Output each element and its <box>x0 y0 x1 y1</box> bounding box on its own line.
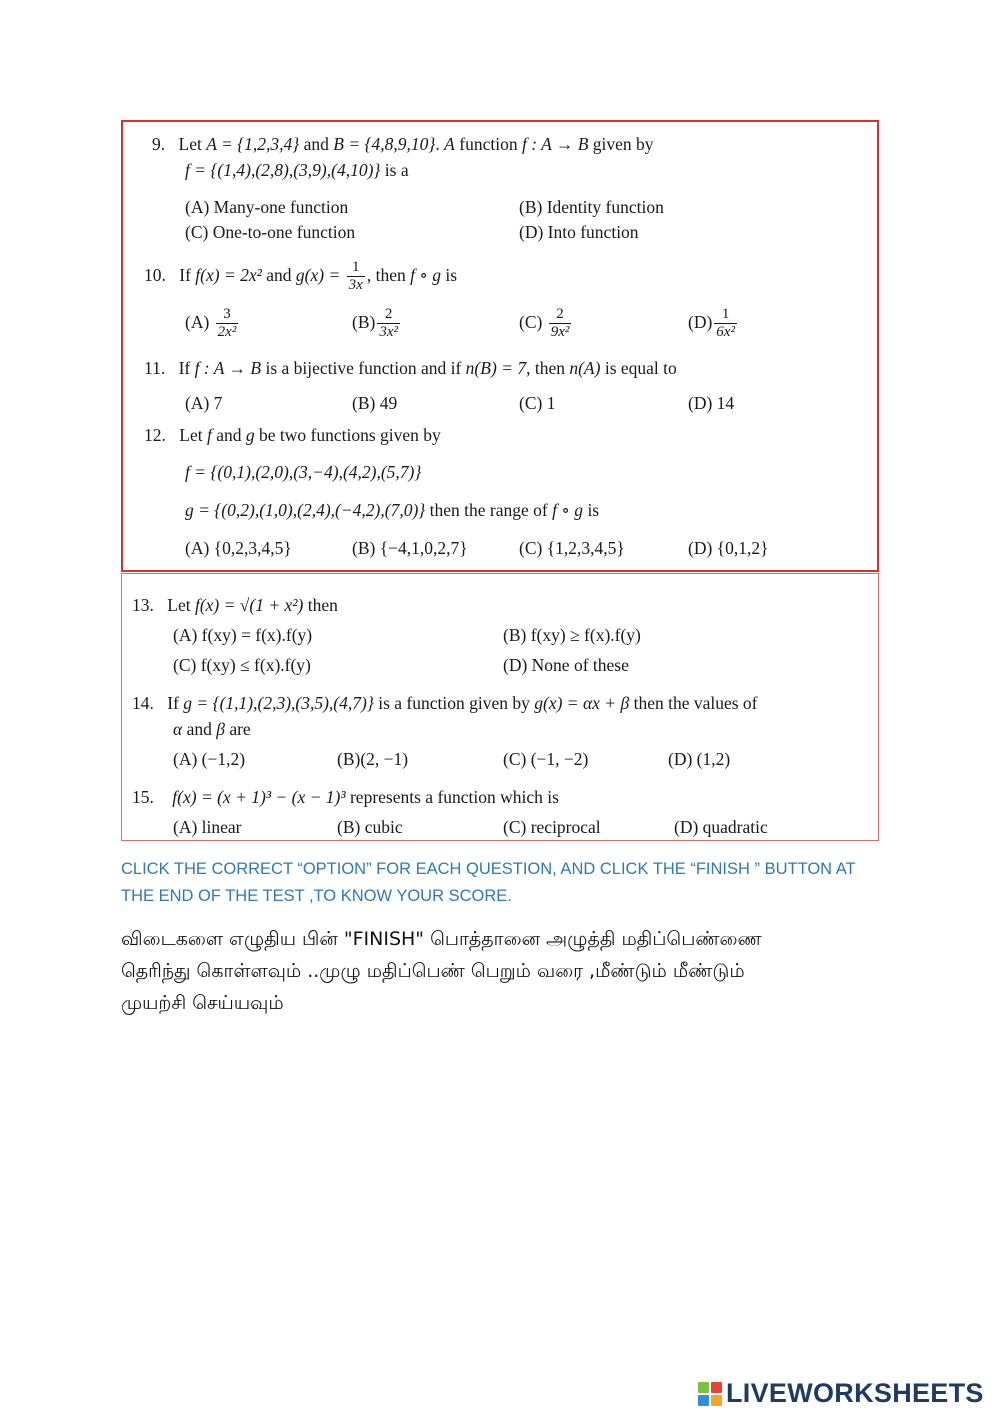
q9-set-b: B = {4,8,9,10} <box>333 134 436 154</box>
q10-g-def: g(x) = <box>295 265 341 285</box>
tamil-instruction-line-3: முயற்சி செய்யவும் <box>121 992 284 1014</box>
q14-text-5: are <box>224 719 251 739</box>
question-9-line-2 <box>185 159 409 181</box>
q10-option-b[interactable] <box>352 302 402 342</box>
question-9-number: 9. <box>152 134 166 154</box>
q9-text-1: Let <box>178 134 207 154</box>
q10-text-2: and <box>261 265 296 285</box>
q10-option-a[interactable] <box>185 302 240 342</box>
q11-option-b[interactable]: (B) 49 <box>352 393 398 413</box>
q10-text-1: If <box>179 265 196 285</box>
q11-text-2: is a bijective function and if <box>261 358 466 378</box>
q12-f-def: f = {(0,1),(2,0),(3,−4),(4,2),(5,7)} <box>185 462 422 482</box>
q14-option-b[interactable]: (B)(2, −1) <box>337 749 409 769</box>
question-10-number: 10. <box>144 265 166 285</box>
tamil-instruction-line-2: தெரிந்து கொள்ளவும் ..முழு மதிப்பெண் பெறும் வரை ,மீண்டும் மீண்டும் <box>121 960 745 982</box>
q12-g: g <box>245 425 255 445</box>
instruction-text: CLICK THE CORRECT “OPTION” FOR EACH QUESTION, AND CLICK THE “FINISH ” BUTTON AT THE END OF THE TEST ,TO KNOW YOUR SCORE. <box>121 860 856 905</box>
q9-function-map: f : A → B <box>521 134 589 154</box>
q14-text-3: then the values of <box>629 693 758 713</box>
q11-text-4: is equal to <box>600 358 677 378</box>
q9-function-def: f = {(1,4),(2,8),(3,9),(4,10)} <box>185 160 381 180</box>
q10-option-d-numerator: 1 <box>721 306 730 323</box>
q14-text-1: If <box>167 693 184 713</box>
q13-option-b[interactable]: (B) f(xy) ≥ f(x).f(y) <box>503 625 641 645</box>
question-12-text <box>144 424 441 446</box>
question-15-text <box>132 786 559 808</box>
q15-option-b[interactable]: (B) cubic <box>337 817 403 837</box>
q12-option-b[interactable]: (B) {−4,1,0,2,7} <box>352 538 468 558</box>
q12-text-2: and <box>211 425 246 445</box>
q14-g-formula: g(x) = αx + β <box>534 693 630 713</box>
q10-option-d-label: (D) <box>688 312 713 332</box>
q10-option-c-label: (C) <box>519 312 543 332</box>
question-14-text <box>132 692 758 714</box>
q14-text-4: and <box>182 719 217 739</box>
q12-g-line <box>185 499 599 521</box>
q10-option-b-fraction <box>377 306 400 341</box>
question-12-number: 12. <box>144 425 166 445</box>
q14-g-def: g = {(1,1),(2,3),(3,5),(4,7)} <box>183 693 374 713</box>
q10-option-c-numerator: 2 <box>556 306 564 323</box>
tamil-instruction-line-1: விடைகளை எழுதிய பின் "FINISH" பொத்தானை அழுத்தி மதிப்பெண்ணை <box>121 928 762 950</box>
q12-text-4: then the range of <box>425 500 553 520</box>
q13-option-c[interactable]: (C) f(xy) ≤ f(x).f(y) <box>173 655 311 675</box>
q15-text-1: represents a function which is <box>345 787 559 807</box>
q9-option-d[interactable]: (D) Into function <box>519 222 639 242</box>
q14-text-2: is a function given by <box>373 693 535 713</box>
q11-option-a[interactable]: (A) 7 <box>185 393 223 413</box>
q9-text-2: and <box>299 134 334 154</box>
q9-text-6: given by <box>588 134 654 154</box>
q10-f-def: f(x) = 2x² <box>195 265 262 285</box>
q15-option-c[interactable]: (C) reciprocal <box>503 817 601 837</box>
q12-option-c[interactable]: (C) {1,2,3,4,5} <box>519 538 625 558</box>
q10-composition: f ∘ g <box>410 265 442 285</box>
q11-text-3: , then <box>526 358 570 378</box>
liveworksheets-logo-icon <box>698 1382 722 1406</box>
q9-option-a[interactable]: (A) Many-one function <box>185 197 349 217</box>
q9-option-c[interactable]: (C) One-to-one function <box>185 222 356 242</box>
q12-f: f <box>206 425 212 445</box>
q12-g-def: g = {(0,2),(1,0),(2,4),(−4,2),(7,0)} <box>185 500 426 520</box>
logo-square-red <box>711 1382 722 1393</box>
question-14-number: 14. <box>132 693 154 713</box>
q10-option-c-denominator: 9x² <box>550 324 570 341</box>
q12-option-a[interactable]: (A) {0,2,3,4,5} <box>185 538 292 558</box>
logo-square-green <box>698 1382 709 1393</box>
q10-option-d-fraction <box>714 306 737 341</box>
question-9-text <box>152 133 654 155</box>
q10-option-a-denominator: 2x² <box>217 324 237 341</box>
q14-alpha: α <box>173 719 183 739</box>
q9-text-4: A <box>444 134 455 154</box>
q9-option-b[interactable]: (B) Identity function <box>519 197 664 217</box>
logo-square-blue <box>698 1395 709 1406</box>
q14-option-a[interactable]: (A) (−1,2) <box>173 749 246 769</box>
q12-text-5: is <box>583 500 600 520</box>
q11-nb: n(B) = 7 <box>465 358 527 378</box>
q9-text-5: function <box>454 134 522 154</box>
liveworksheets-logo-text: LIVEWORKSHEETS <box>726 1378 984 1408</box>
logo-square-orange <box>711 1395 722 1406</box>
q13-text-1: Let <box>167 595 195 615</box>
q11-text-1: If <box>178 358 195 378</box>
q11-na: n(A) <box>569 358 601 378</box>
question-13-number: 13. <box>132 595 154 615</box>
liveworksheets-logo <box>698 1378 984 1409</box>
q10-option-d-denominator: 6x² <box>716 324 735 341</box>
question-10-text <box>144 256 457 294</box>
q10-option-c[interactable] <box>519 302 573 342</box>
q10-option-c-fraction <box>549 306 572 341</box>
question-14-line-2 <box>173 718 251 740</box>
q12-option-d[interactable]: (D) {0,1,2} <box>688 538 769 558</box>
q14-option-d[interactable]: (D) (1,2) <box>668 749 731 769</box>
q13-text-2: then <box>303 595 338 615</box>
q10-option-b-numerator: 2 <box>384 306 393 323</box>
q9-text-3: . <box>435 134 445 154</box>
q10-option-d[interactable] <box>688 302 739 342</box>
q10-option-a-fraction <box>216 306 239 341</box>
q11-option-c[interactable]: (C) 1 <box>519 393 556 413</box>
q13-option-d[interactable]: (D) None of these <box>503 655 629 675</box>
q12-composition: f ∘ g <box>552 500 584 520</box>
q14-option-c[interactable]: (C) (−1, −2) <box>503 749 589 769</box>
q13-option-a[interactable]: (A) f(xy) = f(x).f(y) <box>173 625 313 645</box>
q12-text-3: be two functions given by <box>254 425 441 445</box>
q11-function-map: f : A → B <box>194 358 262 378</box>
q12-text-1: Let <box>179 425 207 445</box>
q10-option-b-denominator: 3x² <box>379 324 398 341</box>
q13-f-def: f(x) = √(1 + x²) <box>194 595 304 615</box>
q10-text-3: , then <box>366 265 411 285</box>
q11-option-d[interactable]: (D) 14 <box>688 393 735 413</box>
q9-text-7: is a <box>380 160 409 180</box>
q10-g-denominator: 3x <box>348 277 363 294</box>
q9-set-a: A = {1,2,3,4} <box>206 134 300 154</box>
q10-option-b-label: (B) <box>352 312 376 332</box>
q15-option-d[interactable]: (D) quadratic <box>674 817 768 837</box>
q15-f-def: f(x) = (x + 1)³ − (x − 1)³ <box>172 787 346 807</box>
q10-text-4: is <box>441 265 458 285</box>
q14-beta: β <box>216 719 225 739</box>
question-11-number: 11. <box>144 358 166 378</box>
q10-option-a-label: (A) <box>185 312 210 332</box>
q15-option-a[interactable]: (A) linear <box>173 817 242 837</box>
q10-option-a-numerator: 3 <box>223 306 231 323</box>
question-15-number: 15. <box>132 787 154 807</box>
question-13-text <box>132 594 338 616</box>
q10-g-numerator: 1 <box>351 259 360 276</box>
q10-g-fraction <box>347 259 365 294</box>
question-11-text <box>144 357 677 379</box>
